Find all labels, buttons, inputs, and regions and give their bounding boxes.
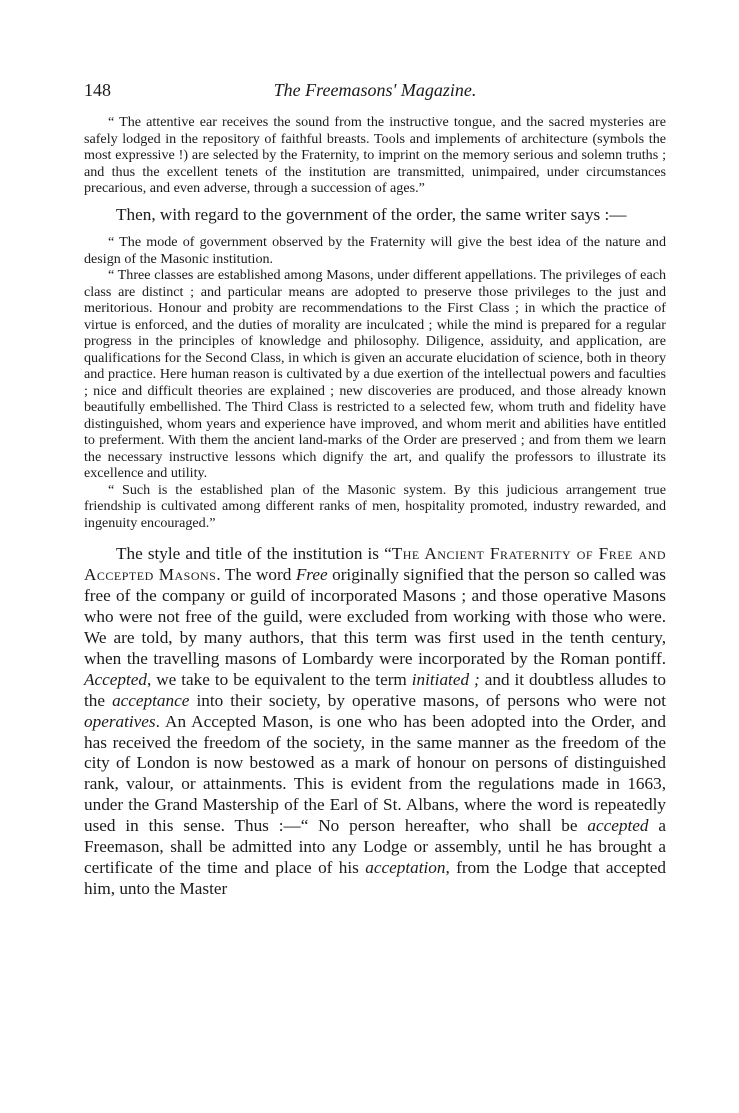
page-number: 148 <box>84 80 111 100</box>
institution-title: The Ancient Fraternity of Free and Accepted Masons <box>84 544 666 585</box>
quote-paragraph-4: “ Such is the established plan of the Masonic system. By this judicious arrangement true friendship is cultivated among different ranks of men, hospitality promoted, industry rewarded, and ingenuity encouraged.” <box>84 481 666 531</box>
italic-term: Accepted <box>84 669 147 689</box>
text-run: , from the Lodge that accepted him, unto the Master <box>84 858 666 898</box>
text-run: The style and title of the institution is “ <box>116 544 392 564</box>
text-run: . The word <box>216 565 296 585</box>
italic-term: acceptance <box>112 690 190 710</box>
text-run: and it doubtless alludes to the <box>84 669 666 710</box>
running-title: The Freemasons' Magazine. <box>273 80 477 100</box>
italic-term: initiated ; <box>411 669 480 689</box>
intro-paragraph: Then, with regard to the government of the order, the same writer says :— <box>116 204 627 224</box>
text-run: , we take to be equivalent to the term <box>146 669 412 689</box>
page <box>84 80 666 900</box>
text-run: into their society, by operative masons, of persons who were not <box>189 690 667 710</box>
main-paragraph <box>84 544 666 899</box>
quote-paragraph-1: “ The attentive ear receives the sound from the instructive tongue, and the sacred mysteries are safely lodged in the repository of faithful breasts. Tools and implements of architecture (symbols the most expressive !) are selected by the Fraternity, to imprint on the memory serious and solemn truths ; and thus the excellent tenets of the institution are transmitted, unimpaired, under circumstances precarious, and even adverse, through a succession of ages.” <box>84 114 666 196</box>
italic-term: accepted <box>587 816 649 836</box>
text-run: . An Accepted Mason, is one who has been adopted into the Order, and has received the freedom of the society, in the same manner as the freedom of the city of London is now bestowed as a mark of honour on persons of distinguished rank, valour, or attainments. This is evident from the regulations made in 1663, under the Grand Mastership of the Earl of St. Albans, where the word is repeatedly used in this sense. Thus :—“ No person hereafter, who shall be <box>84 711 666 836</box>
italic-term: Free <box>295 565 328 585</box>
italic-term: acceptation <box>365 858 446 877</box>
quote-paragraph-3: “ Three classes are established among Masons, under different appellations. The privileges of each class are distinct ; and particular means are adopted to preserve those privileges to the just and meritorious. Honour and probity are recommendations to the First Class ; in which the practice of virtue is enforced, and the duties of morality are inculcated ; while the mind is prepared for a regular progress in the principles of knowledge and philosophy. Diligence, assiduity, and application, are qualifications for the Second Class, in which is given an accurate elucidation of science, both in theory and practice. Here human reason is cultivated by a due exertion of the intellectual powers and faculties ; nice and difficult theories are explained ; new discoveries are produced, and those already known beautifully embellished. The Third Class is restricted to a selected few, whom truth and fidelity have distinguished, whom years and experience have improved, and whom merit and abilities have entitled to preferment. With them the ancient land-marks of the Order are preserved ; and from them we learn the necessary instructive lessons which dignify the art, and qualify the professors to illustrate its excellence and utility. <box>84 267 666 482</box>
text-run: originally signified that the person so called was free of the company or guild of incorporated Masons ; and those operative Masons who were not free of the guild, were excluded from working with those who were. We are told, by many authors, that this term was first used in the tenth century, when the travelling masons of Lombardy were incorporated by the Roman pontiff. <box>84 565 666 668</box>
quote-paragraph-2: “ The mode of government observed by the Fraternity will give the best idea of the nature and design of the Masonic institution. <box>84 234 666 267</box>
page-header <box>84 80 666 106</box>
text-run: a Freemason, shall be admitted into any Lodge or assembly, until he has brought a certificate of the time and place of his <box>84 816 666 877</box>
italic-term: operatives <box>84 711 156 731</box>
